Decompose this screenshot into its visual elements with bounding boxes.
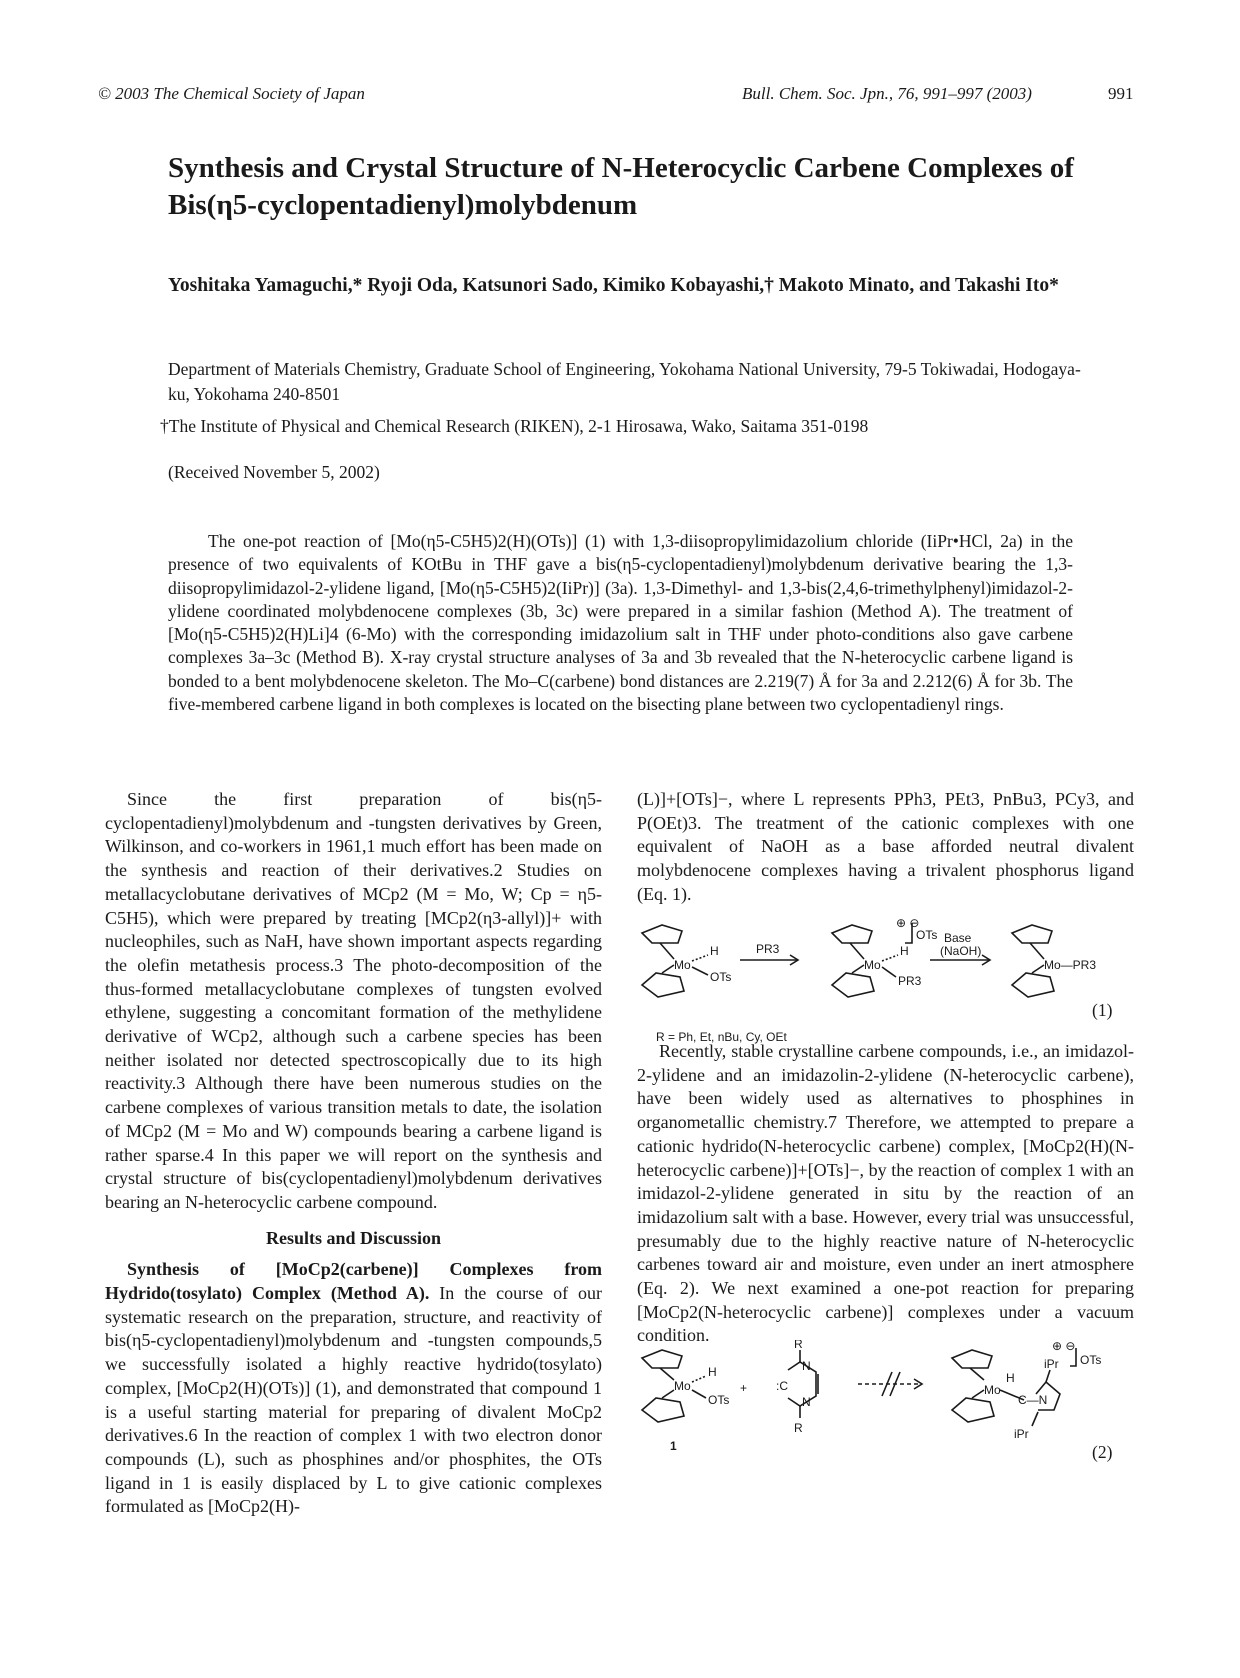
cp-ring-icon	[832, 973, 874, 997]
eq2-ipr-bottom: iPr	[1014, 1427, 1029, 1441]
right-column-top	[637, 788, 1134, 907]
affiliation-2: †The Institute of Physical and Chemical Research (RIKEN), 2-1 Hirosawa, Wako, Saitama 351-0198	[160, 416, 869, 436]
cp-ring-icon	[1012, 973, 1054, 997]
author-list: Yoshitaka Yamaguchi,* Ryoji Oda, Katsunori Sado, Kimiko Kobayashi,† Makoto Minato, and Takashi Ito*	[168, 275, 1059, 296]
eq1-ots-label: OTs	[710, 970, 732, 984]
eq1-h-label-2: H	[900, 944, 909, 958]
eq2-ipr-top: iPr	[1044, 1357, 1059, 1371]
equation-1-number: (1)	[1092, 1000, 1113, 1020]
eq1-reagent: PR3	[756, 942, 780, 956]
copyright-notice: © 2003 The Chemical Society of Japan	[98, 84, 365, 103]
eq1-mo-label-2: Mo	[864, 958, 881, 972]
eq2-n-label-top: N	[802, 1359, 811, 1373]
eq2-carbene-label: :C	[776, 1379, 788, 1393]
eq1-base-label: Base	[944, 931, 972, 945]
right-paragraph-2: Recently, stable crystalline carbene compounds, i.e., an imidazol-2-ylidene and an imidazolin-2-ylidene (N-heterocyclic carbene), have been widely used as alternatives to phosphines in organometallic chemistry.7 Therefore, we attempted to prepare a cationic hydrido(N-heterocyclic carbene) complex, [MoCp2(H)(N-heterocyclic carbene)]+[OTs]−, by the reaction of complex 1 with an imidazol-2-ylidene generated in situ by the reaction of an imidazolium salt with a base. However, every trial was unsuccessful, presumably due to the highly reactive nature of N-heterocyclic carbenes toward air and moisture, even under an inert atmosphere (Eq. 2). We next examined a one-pot reaction for preparing [MoCp2(N-heterocyclic carbene)] complexes under a vacuum condition.	[637, 1041, 1134, 1346]
method-a-paragraph	[105, 1258, 602, 1519]
cp-ring-icon	[642, 973, 684, 997]
eq1-pr3-label: PR3	[898, 974, 922, 988]
method-a-text: In the course of our systematic research on the preparation, structure, and reactivity of bis(η5-cyclopentadienyl)molybdenum and -tungsten compounds,5 we successfully isolated a highly reactive hydrido(tosylato) complex, [MoCp2(H)(OTs)] (1), and demonstrated that compound 1 is a useful starting material for preparing of divalent MoCp2 derivatives.6 In the reaction of complex 1 with two electron donor compounds (L), such as phosphines and/or phosphites, the OTs ligand in 1 is easily displaced by L to give cationic complexes formulated as [MoCp2(H)-	[105, 1283, 603, 1517]
eq2-plus: +	[740, 1381, 748, 1395]
left-column	[105, 788, 602, 1519]
affiliation-1: Department of Materials Chemistry, Graduate School of Engineering, Yokohama National University, 79-5 Tokiwadai, Hodogaya-ku, Yokohama 240-8501	[168, 359, 1081, 404]
cp-ring-icon	[832, 925, 872, 943]
eq1-h-label: H	[710, 944, 719, 958]
eq1-charges: ⊕ ⊖	[896, 916, 920, 930]
eq1-product-label: Mo—PR3	[1044, 958, 1097, 972]
eq2-r-top: R	[794, 1340, 803, 1351]
eq2-charges: ⊕ ⊖	[1052, 1340, 1076, 1353]
abstract: The one-pot reaction of [Mo(η5-C5H5)2(H)(OTs)] (1) with 1,3-diisopropylimidazolium chloride (IiPr•HCl, 2a) in the presence of two equivalents of KOtBu in THF gave a bis(η5-cyclopentadienyl)molybdenum derivative bearing the 1,3-diisopropylimidazol-2-ylidene ligand, [Mo(η5-C5H5)2(IiPr)] (3a). 1,3-Dimethyl- and 1,3-bis(2,4,6-trimethylphenyl)imidazol-2-ylidene coordinated molybdenocene complexes (3b, 3c) were prepared in a similar fashion (Method A). The treatment of [Mo(η5-C5H5)2(H)Li]4 (6-Mo) with the corresponding imidazolium salt in THF under photo-conditions also gave carbene complexes 3a–3c (Method B). X-ray crystal structure analyses of 3a and 3b revealed that the N-heterocyclic carbene ligand is bonded to a bent molybdenocene skeleton. The Mo–C(carbene) bond distances are 2.219(7) Å for 3a and 2.212(6) Å for 3b. The five-membered carbene ligand in both complexes is located on the bisecting plane between two cyclopentadienyl rings.	[168, 531, 1073, 715]
eq1-ots-counterion: OTs	[916, 928, 938, 942]
cp-ring-icon	[1012, 925, 1052, 943]
eq2-ots-counterion: OTs	[1080, 1353, 1102, 1367]
eq2-h-label: H	[708, 1365, 717, 1379]
intro-paragraph: Since the first preparation of bis(η5-cyclopentadienyl)molybdenum and -tungsten derivatives by Green, Wilkinson, and co-workers in 1961,1 much effort has been made on the synthesis and reaction of their derivatives.2 Studies on metallacyclobutane derivatives of MCp2 (M = Mo, W; Cp = η5-C5H5), which were prepared by treating [MCp2(η3-allyl)]+ with nucleophiles, such as NaH, have shown important aspects regarding the olefin metathesis process.3 The photo-decomposition of the thus-formed metallacyclobutane complexes of tungsten evolved ethylene, suggesting a concomitant formation of the methylidene derivative of WCp2, although such a carbene species has been neither isolated nor detected spectroscopically due to its high reactivity.3 Although there have been numerous studies on the carbene complexes of various transition metals to date, the isolation of MCp2 (M = Mo and W) compounds bearing a carbene ligand is rather sparse.4 In this paper we will report on the synthesis and crystal structure of bis(cyclopentadienyl)molybdenum derivatives bearing an N-heterocyclic carbene compound.	[105, 789, 602, 1212]
article-title: Synthesis and Crystal Structure of N-Heterocyclic Carbene Complexes of Bis(η5-cyclopentadienyl)molybdenum	[168, 152, 1074, 221]
journal-citation: Bull. Chem. Soc. Jpn., 76, 991–997 (2003)	[742, 84, 1032, 103]
right-paragraph-1: (L)]+[OTs]−, where L represents PPh3, PEt3, PnBu3, PCy3, and P(OEt)3. The treatment of the cationic complexes with one equivalent of NaOH as a base afforded neutral divalent molybdenocene complexes having a trivalent phosphorus ligand (Eq. 1).	[637, 789, 1134, 904]
received-date: (Received November 5, 2002)	[168, 462, 380, 482]
section-heading: Results and Discussion	[265, 1227, 442, 1248]
equation-2-scheme	[640, 1340, 1120, 1462]
cp-ring-icon	[642, 1350, 682, 1368]
subsection-heading: Synthesis of [MoCp2(carbene)] Complexes from Hydrido(tosylato) Complex (Method A).	[105, 1259, 602, 1304]
cp-ring-icon	[642, 925, 682, 943]
equation-2-number: (2)	[1092, 1442, 1113, 1462]
cp-ring-icon	[952, 1350, 992, 1368]
eq1-r-definition: R = Ph, Et, nBu, Cy, OEt	[656, 1030, 787, 1044]
eq2-product-mo-label: Mo	[984, 1383, 1001, 1397]
eq2-n-label-bottom: N	[802, 1395, 811, 1409]
cp-ring-icon	[952, 1398, 994, 1422]
compound-1-label: 1	[670, 1439, 677, 1453]
eq1-mo-label: Mo	[674, 958, 691, 972]
cp-ring-icon	[642, 1398, 684, 1422]
eq2-r-bottom: R	[794, 1421, 803, 1435]
eq2-mo-label: Mo	[674, 1379, 691, 1393]
equation-1-scheme	[640, 915, 1120, 1050]
eq2-c-n-label: C—N	[1018, 1393, 1048, 1407]
page-number: 991	[1108, 84, 1134, 103]
right-column-bottom	[637, 1040, 1134, 1348]
eq2-ots-label: OTs	[708, 1393, 730, 1407]
eq2-product-h-label: H	[1006, 1371, 1015, 1385]
eq1-naoh-label: (NaOH)	[940, 944, 982, 958]
